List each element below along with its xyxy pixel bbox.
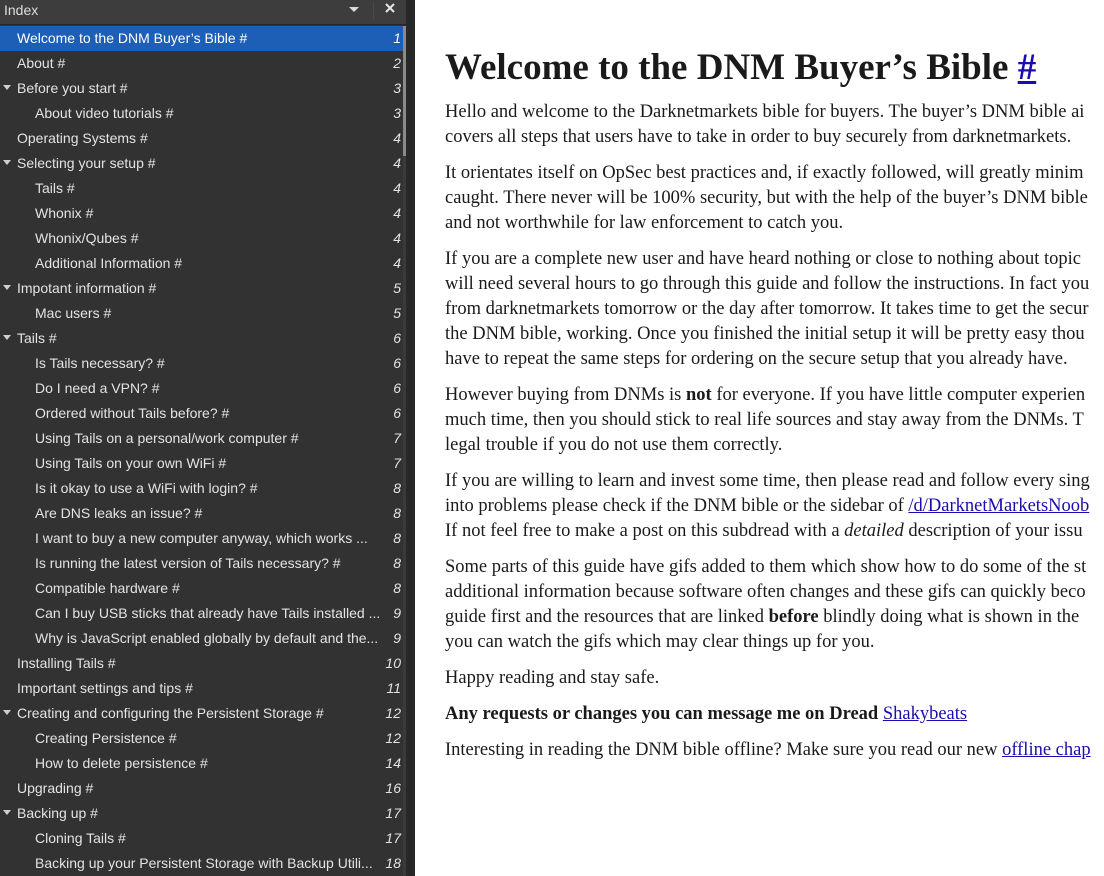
toc-item-page: 4 — [393, 155, 401, 171]
toc-item-page: 8 — [393, 480, 401, 496]
toc-item[interactable] — [0, 26, 406, 51]
toc-item[interactable] — [0, 326, 406, 351]
document-body — [445, 44, 1104, 774]
farewell-paragraph: Happy reading and stay safe. — [445, 668, 660, 688]
toc-item-label: Important settings and tips # — [17, 680, 193, 696]
offline-paragraph: Interesting in reading the DNM bible offline? Make sure you read our new offline chap — [445, 740, 1091, 760]
toc-item-label: Whonix/Qubes # — [35, 230, 139, 246]
toc-item-page: 16 — [385, 780, 401, 796]
toc-item[interactable] — [0, 751, 406, 776]
toc-item-label: Welcome to the DNM Buyer’s Bible # — [17, 30, 248, 46]
expand-triangle-icon[interactable] — [3, 710, 11, 715]
toc-item[interactable] — [0, 76, 406, 101]
toc-item[interactable] — [0, 151, 406, 176]
chevron-down-icon[interactable] — [341, 0, 367, 20]
intro-paragraph: Hello and welcome to the Darknetmarkets bible for buyers. The buyer’s DNM bible ai covers all steps that users have to take in order to buy securely from darknetmarkets. — [445, 102, 1085, 147]
toc-item-label: Before you start # — [17, 80, 128, 96]
expand-triangle-icon[interactable] — [3, 85, 11, 90]
toc-item-label: Operating Systems # — [17, 130, 148, 146]
contact-paragraph: Any requests or changes you can message me on Dread Shakybeats — [445, 704, 968, 724]
index-sidebar — [0, 0, 406, 876]
toc-item-page: 17 — [385, 830, 401, 846]
toc-item-label: Is running the latest version of Tails necessary? # — [35, 555, 341, 571]
toc-item-page: 9 — [393, 605, 401, 621]
toc-item-label: Whonix # — [35, 205, 94, 221]
toc-item-label: Additional Information # — [35, 255, 183, 271]
toc-item-label: Is it okay to use a WiFi with login? # — [35, 480, 258, 496]
toc-item[interactable] — [0, 301, 406, 326]
toc-item-label: Backing up # — [17, 805, 98, 821]
toc-item[interactable] — [0, 251, 406, 276]
close-icon[interactable] — [380, 0, 400, 20]
toc-item-page: 7 — [393, 430, 401, 446]
toc-item-label: Installing Tails # — [17, 655, 116, 671]
toc-item[interactable] — [0, 676, 406, 701]
offline-chapter-link[interactable]: offline chap — [1002, 740, 1091, 760]
toc-item-label: Why is JavaScript enabled globally by default and the... — [35, 630, 379, 646]
toc-item[interactable] — [0, 201, 406, 226]
toc-item[interactable] — [0, 426, 406, 451]
toc-item-page: 4 — [393, 255, 401, 271]
author-link[interactable]: Shakybeats — [882, 704, 968, 724]
toc-item-page: 6 — [393, 405, 401, 421]
toc-item-page: 7 — [393, 455, 401, 471]
document-view — [415, 0, 1104, 876]
toc-item-page: 5 — [393, 305, 401, 321]
toc-item-label: Upgrading # — [17, 780, 94, 796]
toc-item-label: Compatible hardware # — [35, 580, 180, 596]
toc-item-label: Are DNS leaks an issue? # — [35, 505, 203, 521]
toc-item-label: Can I buy USB sticks that already have Tails installed ... — [35, 605, 381, 621]
toc-item-page: 3 — [393, 80, 401, 96]
expand-triangle-icon[interactable] — [3, 160, 11, 165]
toc-item[interactable] — [0, 351, 406, 376]
toc-item-label: Creating Persistence # — [35, 730, 177, 746]
new-user-paragraph: If you are a complete new user and have heard nothing or close to nothing about topic will need several hours to go through this guide and follow the instructions. In fact you from darknetmarkets tomorrow or the day after tomorrow. It takes time to get the secur the DNM bible, working. Once you finished the initial setup it will be pretty easy thou have to repeat the same steps for ordering on the secure setup that you already have. — [445, 249, 1090, 369]
toc-item-label: Backing up your Persistent Storage with Backup Utili... — [35, 855, 373, 871]
toc-item-label: How to delete persistence # — [35, 755, 208, 771]
toc-item-page: 9 — [393, 630, 401, 646]
toc-item-page: 8 — [393, 530, 401, 546]
toc-item-label: I want to buy a new computer anyway, which works ... — [35, 530, 368, 546]
toc-item-page: 4 — [393, 180, 401, 196]
expand-triangle-icon[interactable] — [3, 335, 11, 340]
toc-item[interactable] — [0, 826, 406, 851]
toc-item-page: 3 — [393, 105, 401, 121]
sidebar-header — [0, 0, 406, 25]
toc-item-page: 8 — [393, 505, 401, 521]
toc-item-label: Tails # — [35, 180, 75, 196]
toc-item-page: 6 — [393, 330, 401, 346]
toc-item[interactable] — [0, 126, 406, 151]
toc-item[interactable] — [0, 226, 406, 251]
toc-item-page: 12 — [385, 730, 401, 746]
toc-item-label: About video tutorials # — [35, 105, 174, 121]
toc-item-label: Do I need a VPN? # — [35, 380, 160, 396]
gifs-paragraph: Some parts of this guide have gifs added to them which show how to do some of the st additional information because software often changes and these gifs can quickly beco guide first and the resources that are linked before blindly doing what is shown in the you can watch the gifs which may clear things up for you. — [445, 557, 1087, 652]
toc-item-page: 8 — [393, 580, 401, 596]
subdread-link[interactable]: /d/DarknetMarketsNoob — [908, 496, 1090, 516]
toc-item-page: 4 — [393, 230, 401, 246]
toc-item[interactable] — [0, 851, 406, 876]
toc-item[interactable] — [0, 801, 406, 826]
toc-item[interactable] — [0, 776, 406, 801]
toc-item[interactable] — [0, 51, 406, 76]
toc-item[interactable] — [0, 701, 406, 726]
toc-item-label: Tails # — [17, 330, 57, 346]
help-paragraph: If you are willing to learn and invest some time, then please read and follow every sing into problems please check if the DNM bible or the sidebar of /d/DarknetMarketsNoob If not feel free to make a post on this subdread with a detailed description of your issu — [445, 471, 1090, 541]
toc-item[interactable] — [0, 551, 406, 576]
toc-item-label: Mac users # — [35, 305, 112, 321]
toc-item-page: 12 — [385, 705, 401, 721]
toc-item-page: 8 — [393, 555, 401, 571]
toc-item-label: Using Tails on a personal/work computer # — [35, 430, 299, 446]
toc-item[interactable] — [0, 726, 406, 751]
toc-item[interactable] — [0, 101, 406, 126]
toc-item-page: 14 — [385, 755, 401, 771]
toc-item-label: Using Tails on your own WiFi # — [35, 455, 227, 471]
toc-item[interactable] — [0, 501, 406, 526]
expand-triangle-icon[interactable] — [3, 285, 11, 290]
toc-item-label: Creating and configuring the Persistent Storage # — [17, 705, 324, 721]
toc-item[interactable] — [0, 651, 406, 676]
toc-item[interactable] — [0, 376, 406, 401]
header-separator — [373, 2, 374, 20]
toc-item[interactable] — [0, 576, 406, 601]
opsec-paragraph: It orientates itself on OpSec best practices and, if exactly followed, will greatly minim caught. There never will be 100% security, but with the help of the buyer’s DNM bible and not worthwhile for law enforcement to catch you. — [445, 163, 1088, 233]
page-title: Welcome to the DNM Buyer’s Bible # — [445, 47, 1037, 88]
toc-item-label: Cloning Tails # — [35, 830, 126, 846]
panel-divider[interactable] — [406, 0, 415, 876]
toc-item[interactable] — [0, 276, 406, 301]
toc-item-page: 10 — [385, 655, 401, 671]
toc-item-page: 2 — [393, 55, 401, 71]
toc-item-page: 4 — [393, 130, 401, 146]
heading-anchor-link[interactable]: # — [1017, 47, 1037, 88]
toc-item[interactable] — [0, 526, 406, 551]
sidebar-title: Index — [4, 2, 39, 18]
toc-item-page: 18 — [385, 855, 401, 871]
toc-item-label: Ordered without Tails before? # — [35, 405, 230, 421]
table-of-contents — [0, 26, 406, 876]
toc-item-label: Is Tails necessary? # — [35, 355, 165, 371]
toc-item-label: Selecting your setup # — [17, 155, 156, 171]
expand-triangle-icon[interactable] — [3, 810, 11, 815]
toc-item[interactable] — [0, 476, 406, 501]
toc-item-page: 6 — [393, 380, 401, 396]
toc-item-label: Impotant information # — [17, 280, 157, 296]
toc-item-page: 11 — [386, 680, 401, 696]
toc-item[interactable] — [0, 401, 406, 426]
toc-item[interactable] — [0, 601, 406, 626]
toc-item-label: About # — [17, 55, 66, 71]
toc-item[interactable] — [0, 176, 406, 201]
toc-item-page: 17 — [385, 805, 401, 821]
toc-item[interactable] — [0, 451, 406, 476]
toc-item-page: 6 — [393, 355, 401, 371]
toc-item-page: 4 — [393, 205, 401, 221]
toc-item-page: 5 — [393, 280, 401, 296]
warning-paragraph: However buying from DNMs is not for everyone. If you have little computer experien much time, then you should stick to real life sources and stay away from the DNMs. T legal trouble if you do not use them correctly. — [445, 385, 1086, 455]
toc-item-page: 1 — [393, 30, 401, 46]
toc-item[interactable] — [0, 626, 406, 651]
